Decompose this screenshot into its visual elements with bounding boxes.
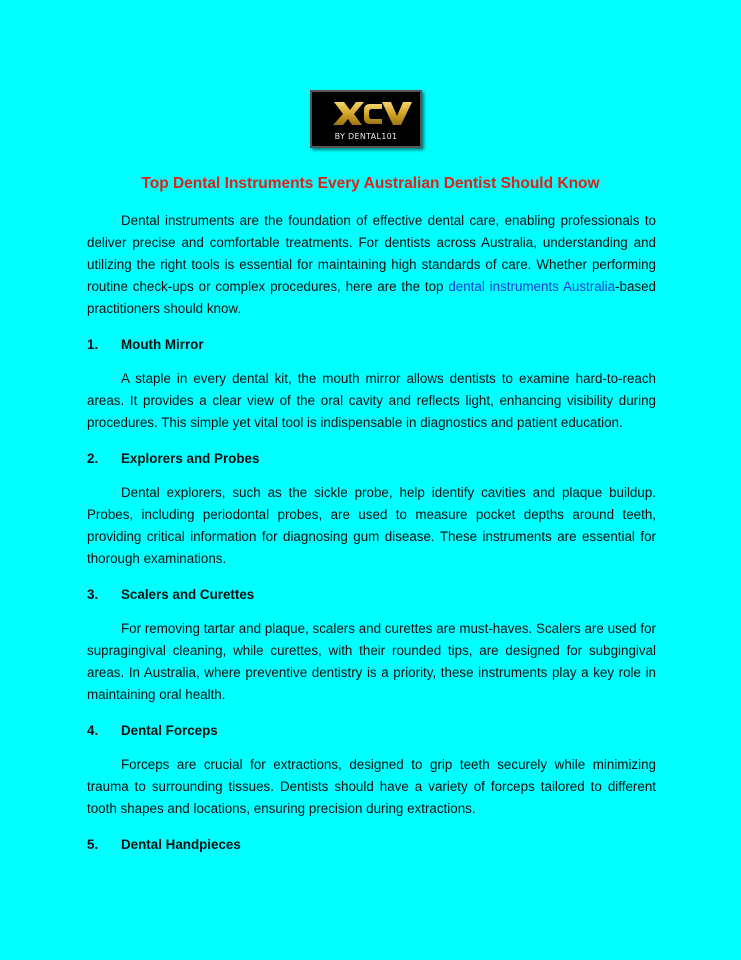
- section-number: 4.: [87, 723, 99, 738]
- section-title: Explorers and Probes: [121, 451, 260, 466]
- section-heading-1: [87, 334, 656, 356]
- section-body-4: Forceps are crucial for extractions, designed to grip teeth securely while minimizing trauma to surrounding tissues. Dentists should have a variety of forceps tailored to different tooth shapes and locations, ensuring precision during extractions.: [87, 757, 656, 816]
- section-number: 3.: [87, 587, 99, 602]
- section-body-1: A staple in every dental kit, the mouth mirror allows dentists to examine hard-to-reach areas. It provides a clear view of the oral cavity and reflects light, enhancing visibility during procedures. This simple yet vital tool is indispensable in diagnostics and patient education.: [87, 371, 656, 430]
- section-heading-2: [87, 448, 656, 470]
- section-title: Mouth Mirror: [121, 337, 204, 352]
- section-title: Dental Forceps: [121, 723, 218, 738]
- section-heading-5: [87, 834, 656, 856]
- section-title: Dental Handpieces: [121, 837, 241, 852]
- section-number: 1.: [87, 337, 99, 352]
- brand-logo-mark: [312, 92, 420, 132]
- section-number: 5.: [87, 837, 99, 852]
- document-body: [87, 210, 656, 868]
- brand-logo-subtitle: BY DENTAL101: [334, 132, 398, 141]
- section-number: 2.: [87, 451, 99, 466]
- dental-instruments-australia-link[interactable]: dental instruments Australia: [448, 279, 616, 294]
- intro-paragraph: [87, 210, 656, 320]
- brand-logo: [310, 90, 422, 148]
- section-body-3: For removing tartar and plaque, scalers and curettes are must-haves. Scalers are used for supragingival cleaning, while curettes, with their rounded tips, are designed for subgingival areas. In Australia, where preventive dentistry is a priority, these instruments play a key role in maintaining oral health.: [87, 621, 656, 702]
- section-body-2: Dental explorers, such as the sickle probe, help identify cavities and plaque buildup. Probes, including periodontal probes, are used to measure pocket depths around teeth, providing critical information for diagnosing gum disease. These instruments are essential for thorough examinations.: [87, 485, 656, 566]
- intro-text-before-link: Dental instruments are the foundation of effective dental care, enabling professionals to deliver precise and comfortable treatments. For dentists across Australia, understanding and utilizing the right tools is essential for maintaining high standards of care. Whether performing routine check-ups or complex procedures, here are the top: [87, 213, 656, 294]
- section-title: Scalers and Curettes: [121, 587, 255, 602]
- section-heading-4: [87, 720, 656, 742]
- document-title: Top Dental Instruments Every Australian Dentist Should Know: [141, 175, 600, 192]
- section-heading-3: [87, 584, 656, 606]
- intro-text-after-link: -based practitioners should know.: [87, 279, 656, 316]
